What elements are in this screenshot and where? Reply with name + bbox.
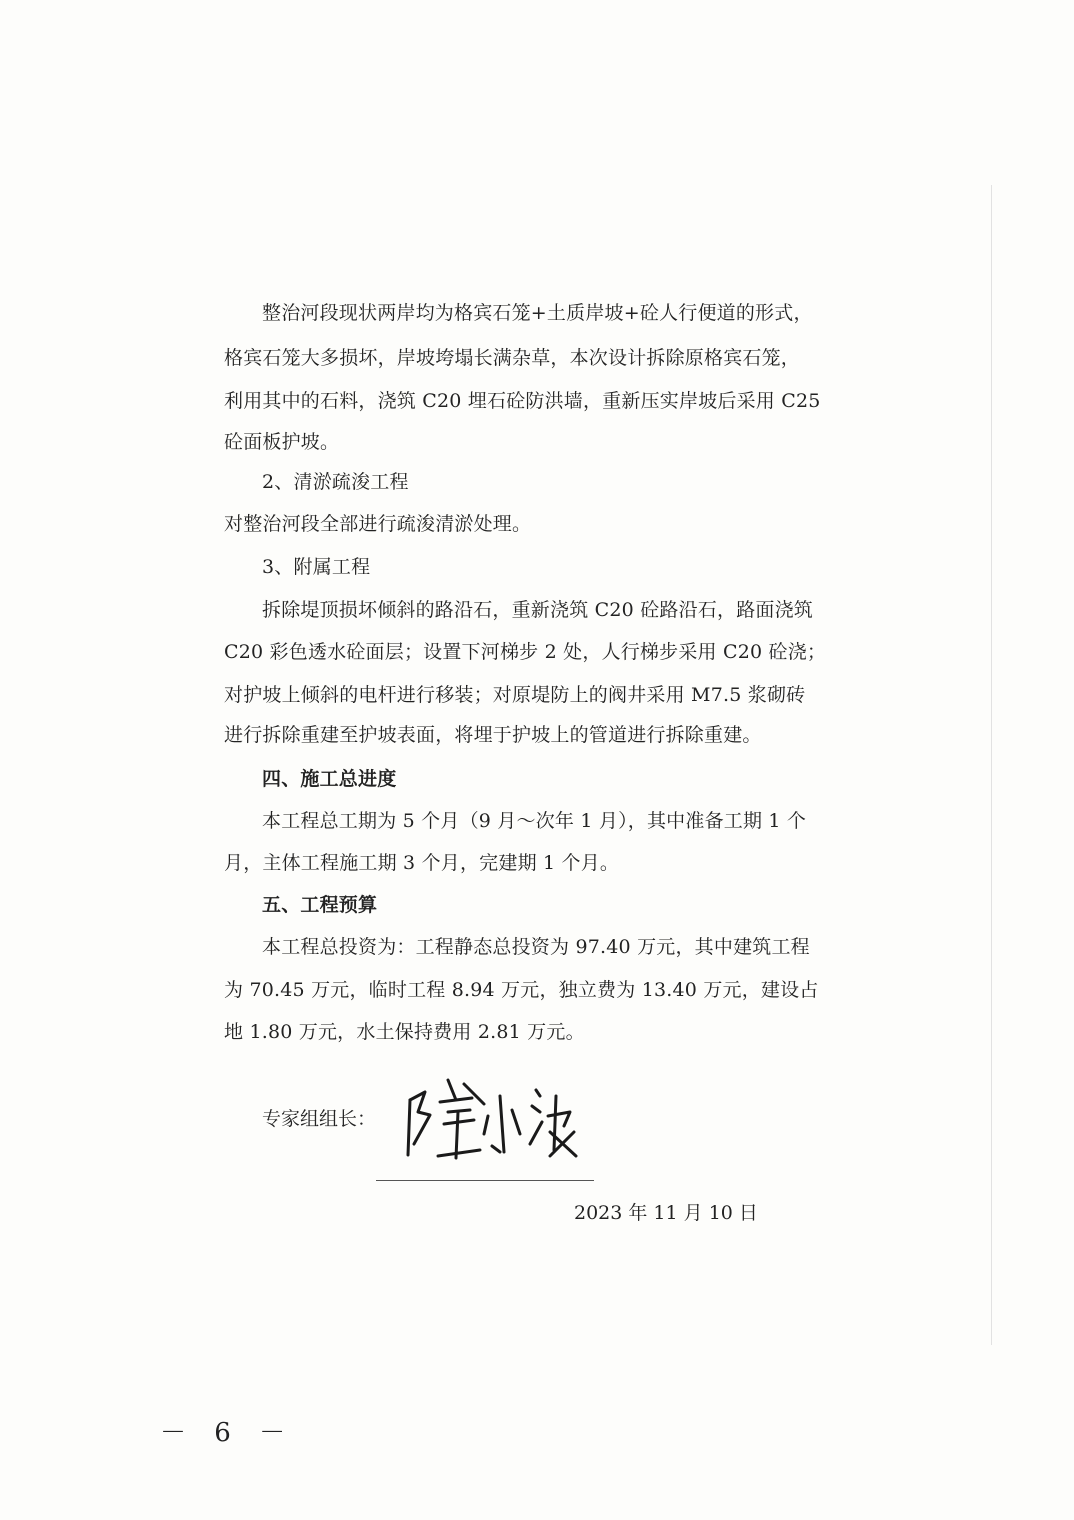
paragraph-line: 为 70.45 万元，临时工程 8.94 万元，独立费为 13.40 万元，建设占 — [224, 979, 819, 1001]
paragraph-line: 对护坡上倾斜的电杆进行移装；对原堤防上的阀井采用 M7.5 浆砌砖 — [224, 684, 806, 706]
item-2-text: 对整治河段全部进行疏浚清淤处理。 — [224, 513, 532, 535]
page-number: － 6 － — [160, 1418, 296, 1448]
signature-line — [376, 1180, 594, 1181]
paragraph-line: C20 彩色透水砼面层；设置下河梯步 2 处，人行梯步采用 C20 砼浇； — [224, 641, 827, 663]
signature-label: 专家组组长： — [262, 1108, 377, 1130]
paragraph-line: 拆除堤顶损坏倾斜的路沿石，重新浇筑 C20 砼路沿石，路面浇筑 — [262, 599, 813, 621]
section-4-title: 四、施工总进度 — [262, 768, 397, 790]
handwritten-signature — [400, 1060, 600, 1170]
document-date: 2023 年 11 月 10 日 — [574, 1202, 758, 1224]
paragraph-line: 利用其中的石料，浇筑 C20 埋石砼防洪墙，重新压实岸坡后采用 C25 — [224, 390, 821, 412]
paragraph-line: 月，主体工程施工期 3 个月，完建期 1 个月。 — [224, 852, 620, 874]
item-3-title: 3、附属工程 — [262, 556, 371, 578]
scan-page-edge — [991, 185, 992, 1345]
item-2-title: 2、清淤疏浚工程 — [262, 471, 409, 493]
paragraph-line: 本工程总投资为：工程静态总投资为 97.40 万元，其中建筑工程 — [262, 936, 810, 958]
paragraph-line: 砼面板护坡。 — [224, 431, 340, 453]
paragraph-line: 地 1.80 万元，水土保持费用 2.81 万元。 — [224, 1021, 585, 1043]
paragraph-line: 格宾石笼大多损坏，岸坡垮塌长满杂草，本次设计拆除原格宾石笼， — [224, 347, 801, 369]
section-5-title: 五、工程预算 — [262, 894, 378, 916]
paragraph-line: 整治河段现状两岸均为格宾石笼+土质岸坡+砼人行便道的形式， — [262, 302, 813, 324]
paragraph-line: 进行拆除重建至护坡表面，将埋于护坡上的管道进行拆除重建。 — [224, 724, 762, 746]
paragraph-line: 本工程总工期为 5 个月（9 月～次年 1 月），其中准备工期 1 个 — [262, 810, 807, 832]
